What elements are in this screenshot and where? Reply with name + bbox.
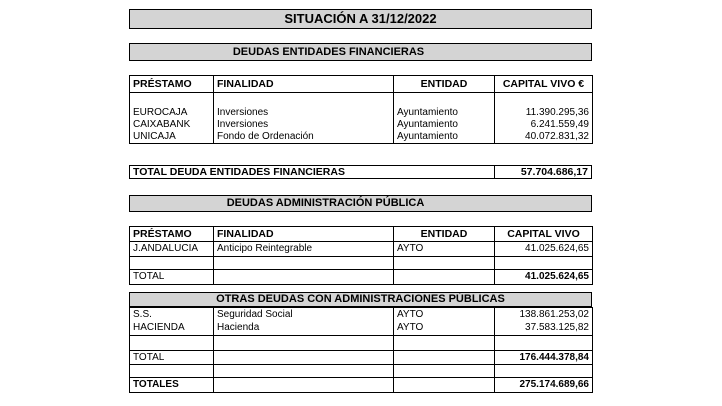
row-entidad: Ayuntamiento: [394, 131, 495, 144]
spacer-row: [130, 93, 593, 107]
total-financial-row: [129, 165, 592, 179]
row-capital: 6.241.559,49: [495, 119, 593, 131]
row-capital: 41.025.624,65: [495, 242, 593, 257]
total-other-admin-label: TOTAL: [130, 351, 214, 365]
public-admin-table: [129, 226, 593, 285]
section-heading-public-admin-text: DEUDAS ADMINISTRACIÓN PÚBLICA: [226, 197, 425, 209]
row-capital: 40.072.831,32: [495, 131, 593, 144]
row-capital: 138.861.253,02: [495, 308, 593, 322]
total-other-admin-value: 176.444.378,84: [495, 351, 593, 365]
header-prestamo: PRÉSTAMO: [130, 76, 214, 93]
header-finalidad: FINALIDAD: [214, 227, 394, 242]
total-divider: [494, 166, 495, 178]
table-header-row: [130, 227, 593, 242]
row-entidad: AYTO: [394, 308, 495, 322]
spacer-row: [130, 336, 593, 351]
row-prestamo: HACIENDA: [130, 322, 214, 336]
table-row: [130, 119, 593, 131]
section-heading-other-admin-text: OTRAS DEUDAS CON ADMINISTRACIONES PÚBLICAS: [216, 293, 505, 305]
row-prestamo: S.S.: [130, 308, 214, 322]
row-prestamo: J.ANDALUCIA: [130, 242, 214, 257]
table-row: [130, 308, 593, 322]
table-row: [130, 107, 593, 119]
other-admin-table: [129, 307, 593, 393]
header-entidad: ENTIDAD: [394, 227, 495, 242]
grand-total-value: 275.174.689,66: [495, 378, 593, 393]
grand-total-label: TOTALES: [130, 378, 214, 393]
header-finalidad: FINALIDAD: [214, 76, 394, 93]
header-capital-vivo: CAPITAL VIVO €: [495, 76, 593, 93]
row-finalidad: Hacienda: [214, 322, 394, 336]
row-capital: 37.583.125,82: [495, 322, 593, 336]
grand-total-row: [130, 378, 593, 393]
section-heading-financial: [129, 43, 592, 61]
table-row: [130, 131, 593, 144]
page-title: [129, 9, 592, 29]
table-row: [130, 322, 593, 336]
section-heading-financial-text: DEUDAS ENTIDADES FINANCIERAS: [232, 46, 425, 58]
row-finalidad: Seguridad Social: [214, 308, 394, 322]
header-entidad: ENTIDAD: [394, 76, 495, 93]
row-entidad: Ayuntamiento: [394, 119, 495, 131]
row-capital: 11.390.295,36: [495, 107, 593, 119]
total-row: [130, 270, 593, 285]
table-header-row: [130, 76, 593, 93]
total-financial-label: TOTAL DEUDA ENTIDADES FINANCIERAS: [133, 166, 345, 178]
total-row: [130, 351, 593, 365]
total-financial-value: 57.704.686,17: [520, 166, 588, 178]
row-entidad: AYTO: [394, 322, 495, 336]
total-public-admin-value: 41.025.624,65: [495, 270, 593, 285]
total-public-admin-label: TOTAL: [130, 270, 214, 285]
row-entidad: AYTO: [394, 242, 495, 257]
row-prestamo: CAIXABANK: [130, 119, 214, 131]
row-prestamo: UNICAJA: [130, 131, 214, 144]
row-entidad: Ayuntamiento: [394, 107, 495, 119]
header-prestamo: PRÉSTAMO: [130, 227, 214, 242]
spacer-row: [130, 257, 593, 270]
row-prestamo: EUROCAJA: [130, 107, 214, 119]
section-heading-public-admin: [129, 195, 592, 212]
row-finalidad: Inversiones: [214, 119, 394, 131]
page-title-text: SITUACIÓN A 31/12/2022: [284, 11, 437, 26]
section-heading-other-admin: [129, 292, 592, 307]
row-finalidad: Anticipo Reintegrable: [214, 242, 394, 257]
table-row: [130, 242, 593, 257]
row-finalidad: Inversiones: [214, 107, 394, 119]
header-capital-vivo: CAPITAL VIVO: [495, 227, 593, 242]
financial-debts-table: [129, 75, 593, 144]
row-finalidad: Fondo de Ordenación: [214, 131, 394, 144]
spacer-row: [130, 365, 593, 378]
